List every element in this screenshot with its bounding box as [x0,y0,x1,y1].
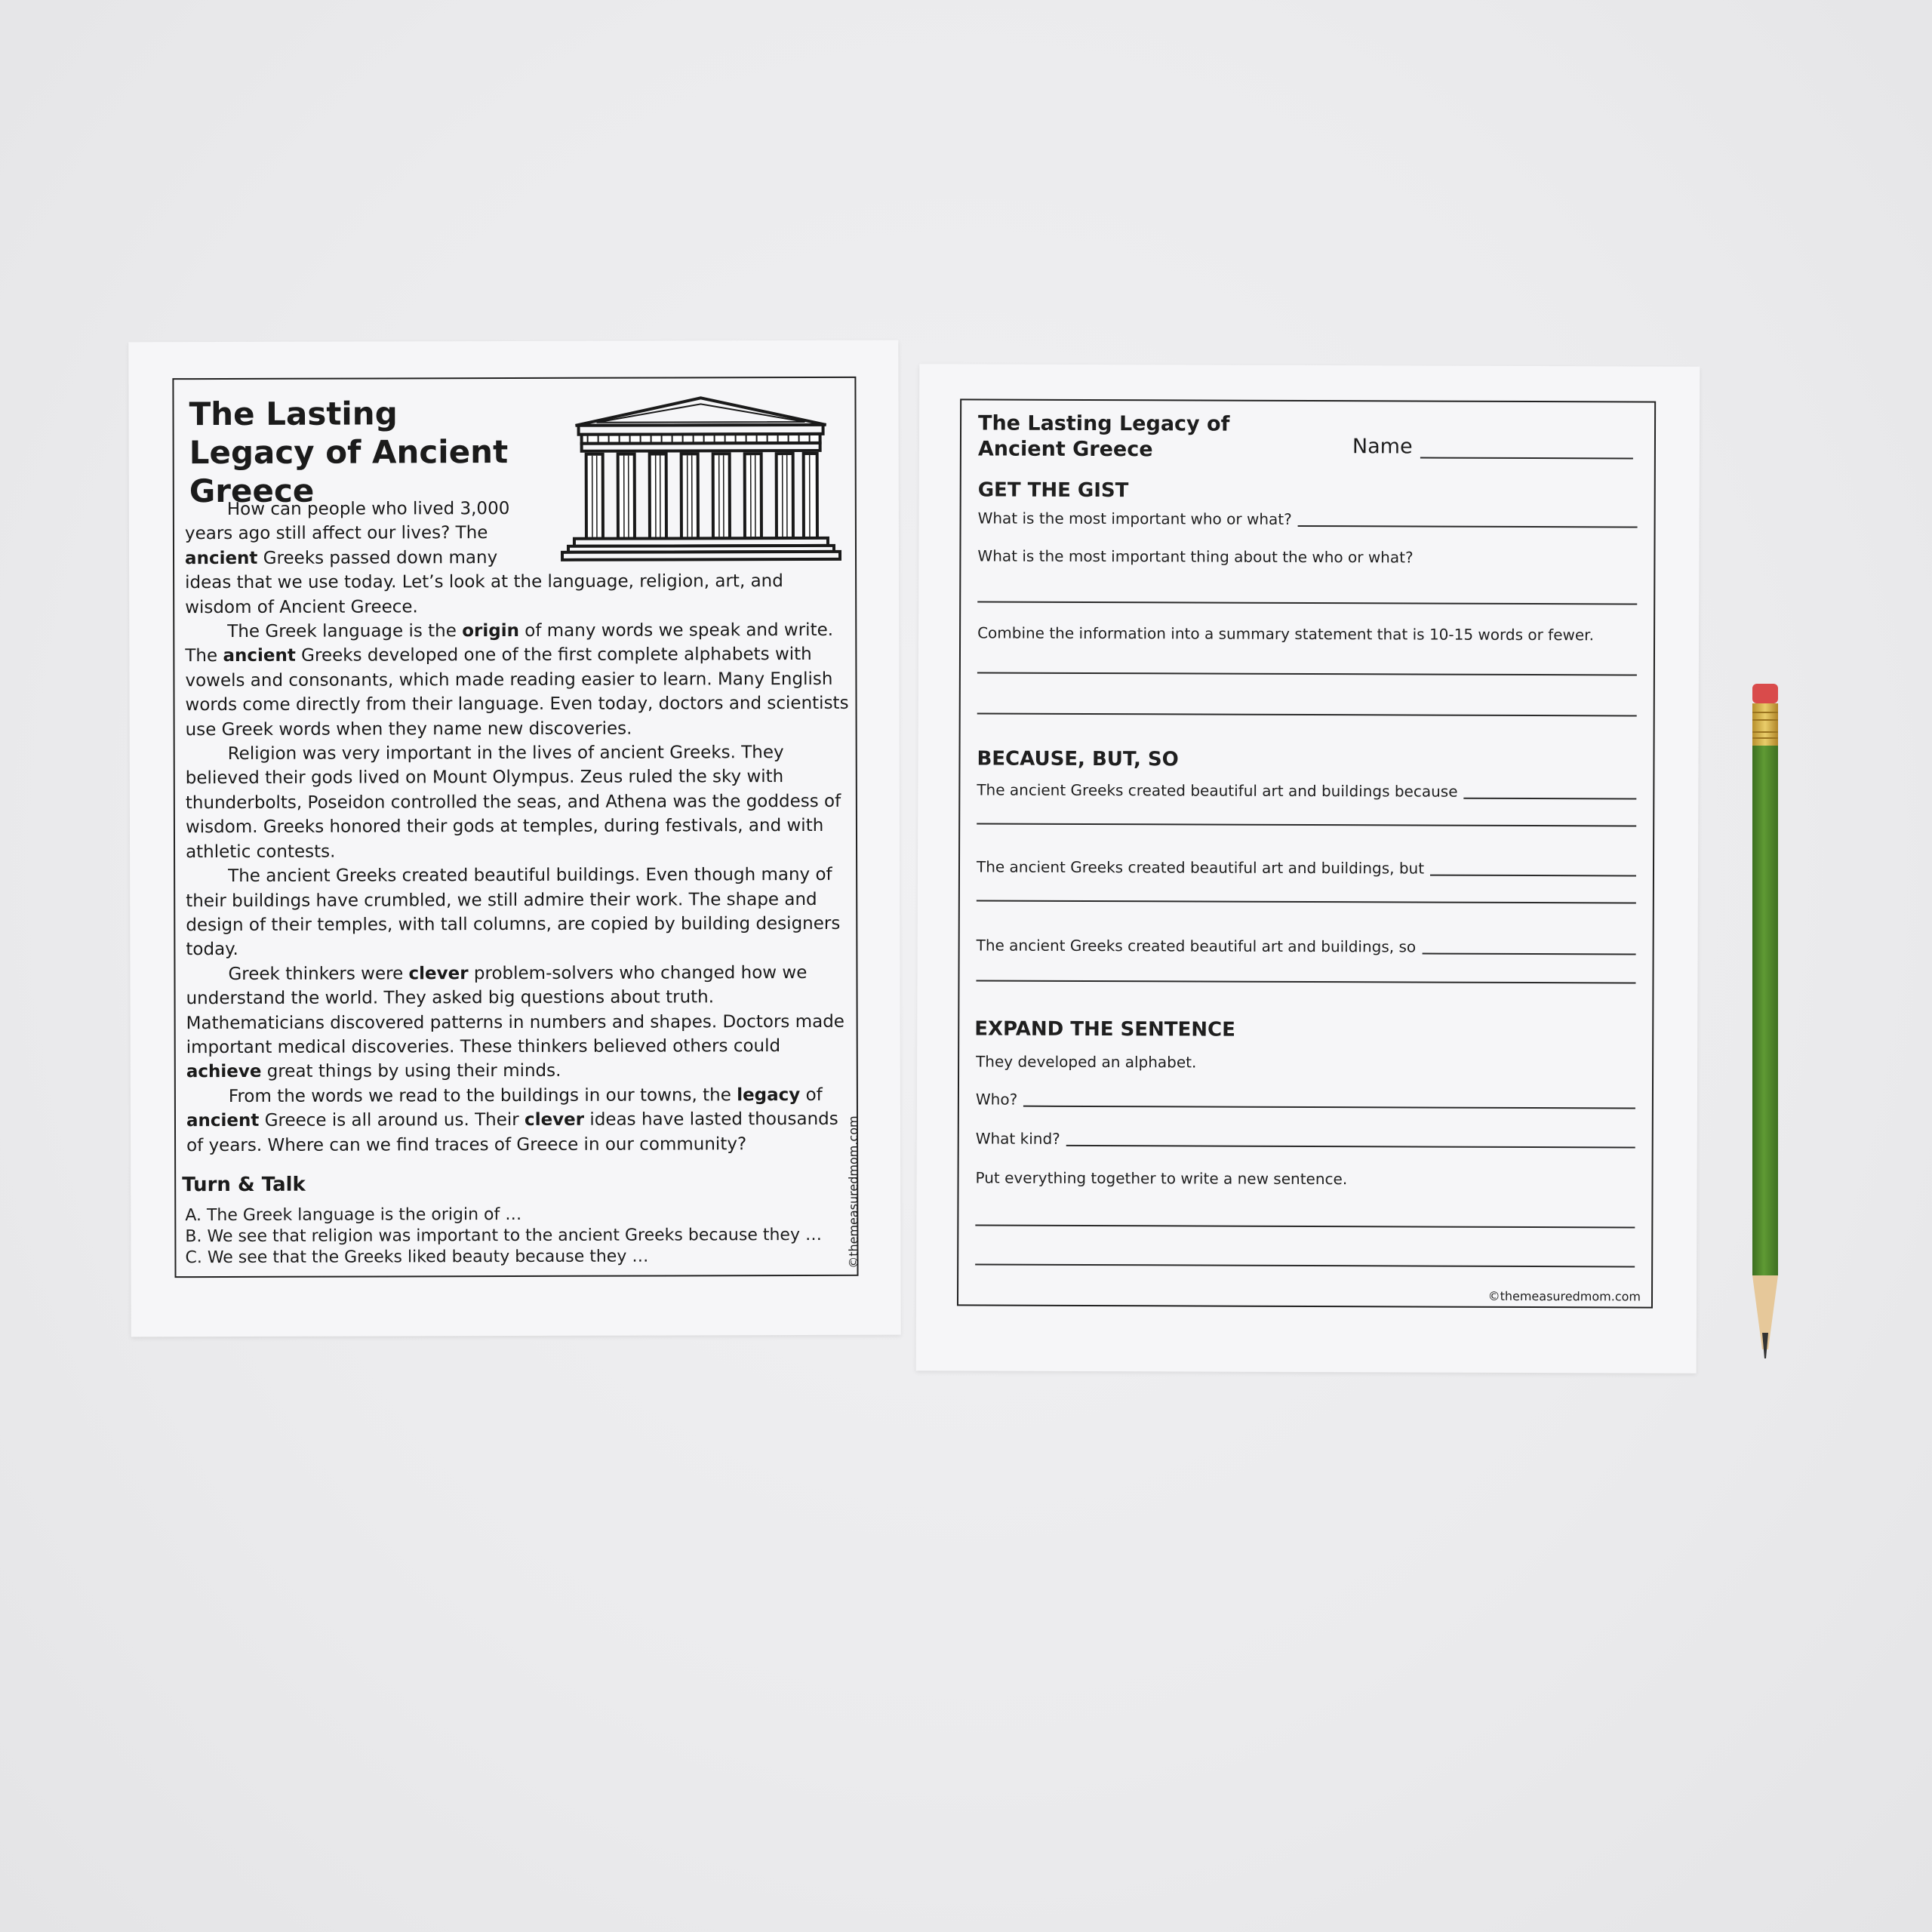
turn-item-c: C. We see that the Greeks liked beauty because they … [185,1247,649,1268]
answer-line[interactable] [975,1224,1635,1228]
reading-passage-sheet [128,340,900,1337]
paragraph-language: The Greek language is the origin of many words we speak and write. The ancient Greeks developed one of the first complete alphabets with vowels and consonants, which made reading easier to learn. Many English words come directly from their language. Even today, doctors and scientists use Greek words when they name new discoveries. [185,620,849,740]
gist-question-2-text: What is the most important thing about the who or what? [977,546,1414,567]
worksheet-title: The Lasting Legacy of Ancient Greece [977,411,1230,462]
paragraph-religion: Religion was very important in the lives of ancient Greeks. They believed their gods lived on Mount Olympus. Zeus ruled the sky with thunderbolts, Poseidon controlled the seas, and Athena was the goddess of wisdom. Greeks honored their gods at temples, during festivals, and with athletic contests. [185,743,841,862]
gist-question-3-text: Combine the information into a summary statement that is 10-15 words or fewer. [977,623,1595,645]
reading-title: The Lasting Legacy of Ancient Greece [189,395,509,510]
expand-sentence [976,1052,1196,1071]
answer-line[interactable] [1023,1106,1635,1109]
reading-frame [172,377,861,1278]
gist-heading: GET THE GIST [977,478,1129,503]
name-label: Name [1352,435,1413,459]
so-prompt[interactable] [977,936,1636,956]
put-together-prompt [976,1168,1348,1188]
answer-line[interactable] [1066,1145,1635,1149]
answer-line[interactable] [977,601,1637,605]
answer-line[interactable] [977,712,1637,716]
turn-and-talk-heading: Turn & Talk [182,1173,306,1197]
who-text: Who? [975,1090,1018,1109]
turn-item-a: A. The Greek language is the origin of … [185,1204,522,1226]
put-together-text: Put everything together to write a new sentence. [975,1168,1348,1189]
name-line[interactable] [1420,457,1633,460]
answer-line[interactable] [1298,525,1638,528]
answer-line[interactable] [976,980,1635,983]
paragraph-intro: How can people who lived 3,000 years ago still affect our lives? The ancient Greeks passed down many ideas that we use today. Let’s look at the language, religion, art, and wisdom of Ancient Greece. [184,499,783,617]
reading-text [185,496,851,1158]
pencil-icon [1743,682,1789,1361]
gist-question-2 [977,546,1413,566]
answer-line[interactable] [977,823,1636,826]
worksheet-copyright: ©themeasuredmom.com [1487,1288,1641,1304]
answer-line[interactable] [977,900,1636,903]
worksheet-frame [957,398,1656,1308]
paragraph-conclusion: From the words we read to the buildings in our towns, the legacy of ancient Greece is all around us. Their clever ideas have lasted thousands of years. Where can we find traces of Greece in our community? [186,1084,838,1155]
worksheet-sheet [916,364,1700,1374]
because-prompt[interactable] [977,780,1636,801]
what-kind-text: What kind? [975,1129,1060,1148]
answer-line[interactable] [1422,953,1635,955]
answer-line[interactable] [1463,798,1636,800]
who-prompt[interactable] [976,1090,1635,1110]
because-text: The ancient Greeks created beautiful art and buildings because [977,780,1458,801]
answer-line[interactable] [977,672,1637,675]
expand-heading: EXPAND THE SENTENCE [974,1017,1235,1041]
reading-copyright: ©themeasuredmom.com [845,1115,861,1269]
turn-item-b: B. We see that religion was important to the ancient Greeks because they … [185,1225,823,1247]
what-kind-prompt[interactable] [976,1129,1635,1149]
paragraph-wisdom: Greek thinkers were clever problem-solvers who changed how we understand the world. They asked big questions about truth. Mathematicians discovered patterns in numbers and shapes. Doctors made important medical discoveries. These thinkers believed others could achieve great things by using their minds. [186,962,844,1082]
gist-question-1-text: What is the most important who or what? [977,509,1292,528]
turn-and-talk-list [185,1204,849,1269]
but-text: The ancient Greeks created beautiful art and buildings, but [976,857,1425,878]
name-field[interactable] [1352,435,1633,459]
but-prompt[interactable] [977,857,1636,878]
paragraph-art: The ancient Greeks created beautiful buildings. Even though many of their buildings have crumbled, we still admire their work. The shape and design of their temples, with tall columns, are copied by building designers today. [186,864,841,960]
answer-line[interactable] [1430,875,1636,877]
gist-question-3 [977,623,1594,644]
answer-line[interactable] [975,1263,1635,1267]
because-but-so-heading: BECAUSE, BUT, SO [977,747,1179,771]
so-text: The ancient Greeks created beautiful art and buildings, so [976,936,1417,956]
expand-sentence-text: They developed an alphabet. [976,1052,1197,1072]
gist-question-1[interactable] [978,509,1638,529]
